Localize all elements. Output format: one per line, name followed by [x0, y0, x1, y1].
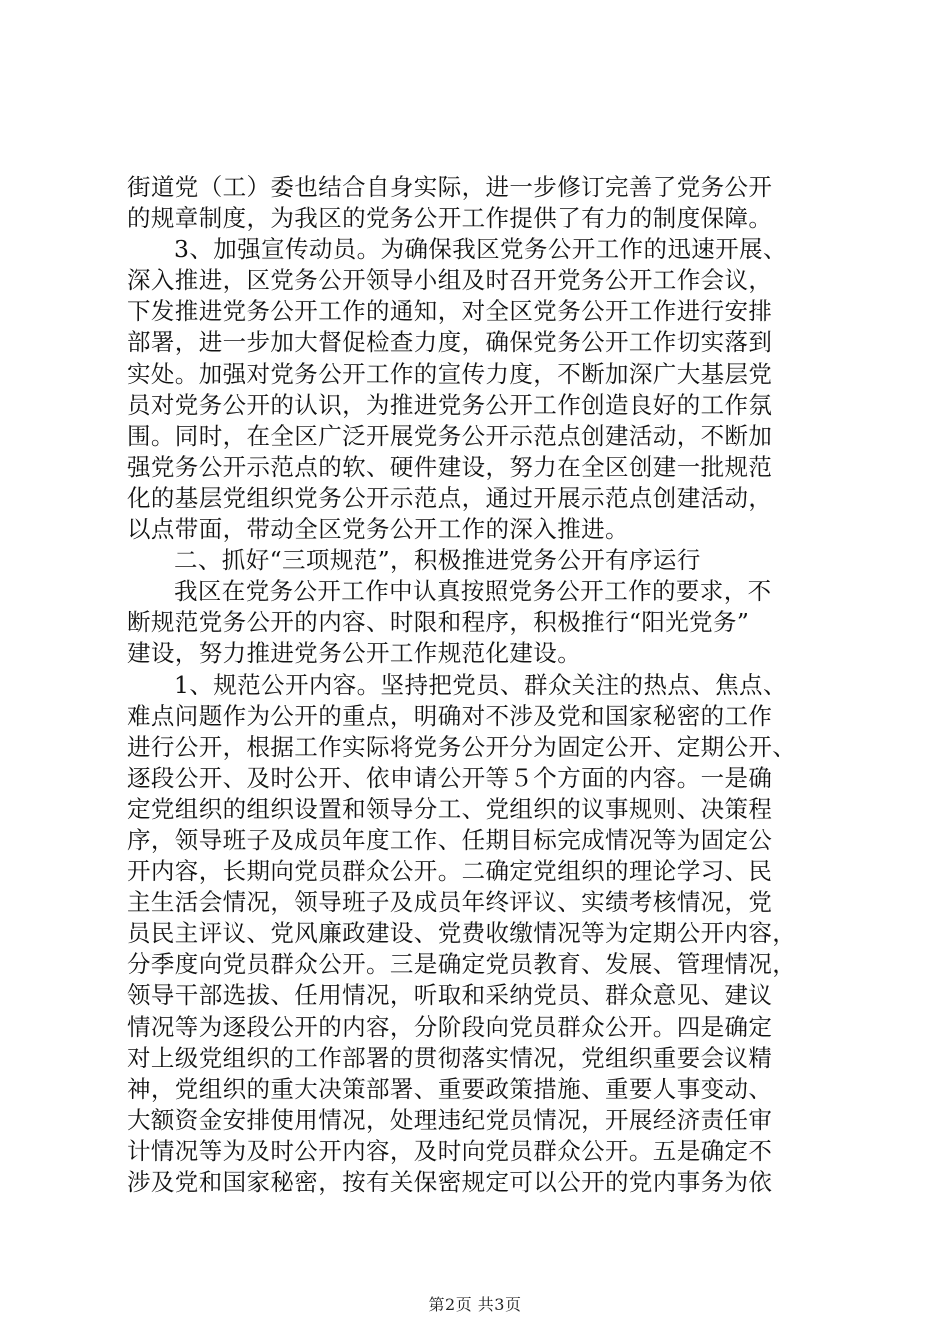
text-line: 街道党（工）委也结合自身实际，进一步修订完善了党务公开 [127, 173, 773, 201]
text-line: 深入推进，区党务公开领导小组及时召开党务公开工作会议， [127, 266, 773, 295]
text-line: 3、加强宣传动员。为确保我区党务公开工作的迅速开展、 [174, 235, 787, 264]
text-line: 围。同时，在全区广泛开展党务公开示范点创建活动，不断加 [127, 421, 773, 450]
text-line: 逐段公开、及时公开、依申请公开等５个方面的内容。一是确 [127, 763, 773, 792]
text-line: 1、规范公开内容。坚持把党员、群众关注的热点、焦点、 [174, 670, 787, 699]
text-line: 化的基层党组织党务公开示范点，通过开展示范点创建活动， [127, 483, 773, 512]
text-line: 断规范党务公开的内容、时限和程序，积极推行“阳光党务” [127, 608, 750, 637]
text-line: 进行公开，根据工作实际将党务公开分为固定公开、定期公开、 [127, 732, 797, 761]
page-footer: 第2页 共3页 [428, 1295, 522, 1314]
text-line: 实处。加强对党务公开工作的宣传力度，不断加深广大基层党 [127, 359, 773, 388]
text-line: 序，领导班子及成员年度工作、任期目标完成情况等为固定公 [127, 825, 773, 854]
text-line: 分季度向党员群众公开。三是确定党员教育、发展、管理情况， [127, 950, 797, 979]
text-line: 的规章制度，为我区的党务公开工作提供了有力的制度保障。 [127, 204, 773, 233]
text-line: 建设，努力推进党务公开工作规范化建设。 [127, 639, 582, 668]
text-line: 难点问题作为公开的重点，明确对不涉及党和国家秘密的工作 [127, 701, 773, 730]
text-line: 定党组织的组织设置和领导分工、党组织的议事规则、决策程 [127, 794, 773, 823]
document-body [127, 172, 827, 1198]
text-line: 计情况等为及时公开内容，及时向党员群众公开。五是确定不 [127, 1136, 773, 1165]
text-line: 对上级党组织的工作部署的贯彻落实情况，党组织重要会议精 [127, 1043, 773, 1072]
text-line: 员民主评议、党风廉政建设、党费收缴情况等为定期公开内容， [127, 919, 797, 948]
text-line: 我区在党务公开工作中认真按照党务公开工作的要求，不 [174, 577, 772, 606]
text-line: 涉及党和国家秘密，按有关保密规定可以公开的党内事务为依 [127, 1168, 773, 1196]
text-line: 员对党务公开的认识，为推进党务公开工作创造良好的工作氛 [127, 390, 773, 419]
text-line: 开内容，长期向党员群众公开。二确定党组织的理论学习、民 [127, 857, 773, 886]
text-line: 以点带面，带动全区党务公开工作的深入推进。 [127, 515, 629, 544]
text-line: 情况等为逐段公开的内容，分阶段向党员群众公开。四是确定 [127, 1012, 773, 1041]
text-line: 下发推进党务公开工作的通知，对全区党务公开工作进行安排 [127, 297, 773, 326]
text-line: 部署，进一步加大督促检查力度，确保党务公开工作切实落到 [127, 328, 773, 357]
text-line: 领导干部选拔、任用情况，听取和采纳党员、群众意见、建议 [127, 981, 773, 1010]
text-line: 强党务公开示范点的软、硬件建设，努力在全区创建一批规范 [127, 452, 773, 481]
text-line: 神，党组织的重大决策部署、重要政策措施、重要人事变动、 [127, 1074, 773, 1103]
text-line: 二、抓好“三项规范”，积极推进党务公开有序运行 [174, 546, 701, 575]
text-line: 大额资金安排使用情况，处理违纪党员情况，开展经济责任审 [127, 1105, 773, 1134]
text-line: 主生活会情况，领导班子及成员年终评议、实绩考核情况，党 [127, 888, 773, 917]
